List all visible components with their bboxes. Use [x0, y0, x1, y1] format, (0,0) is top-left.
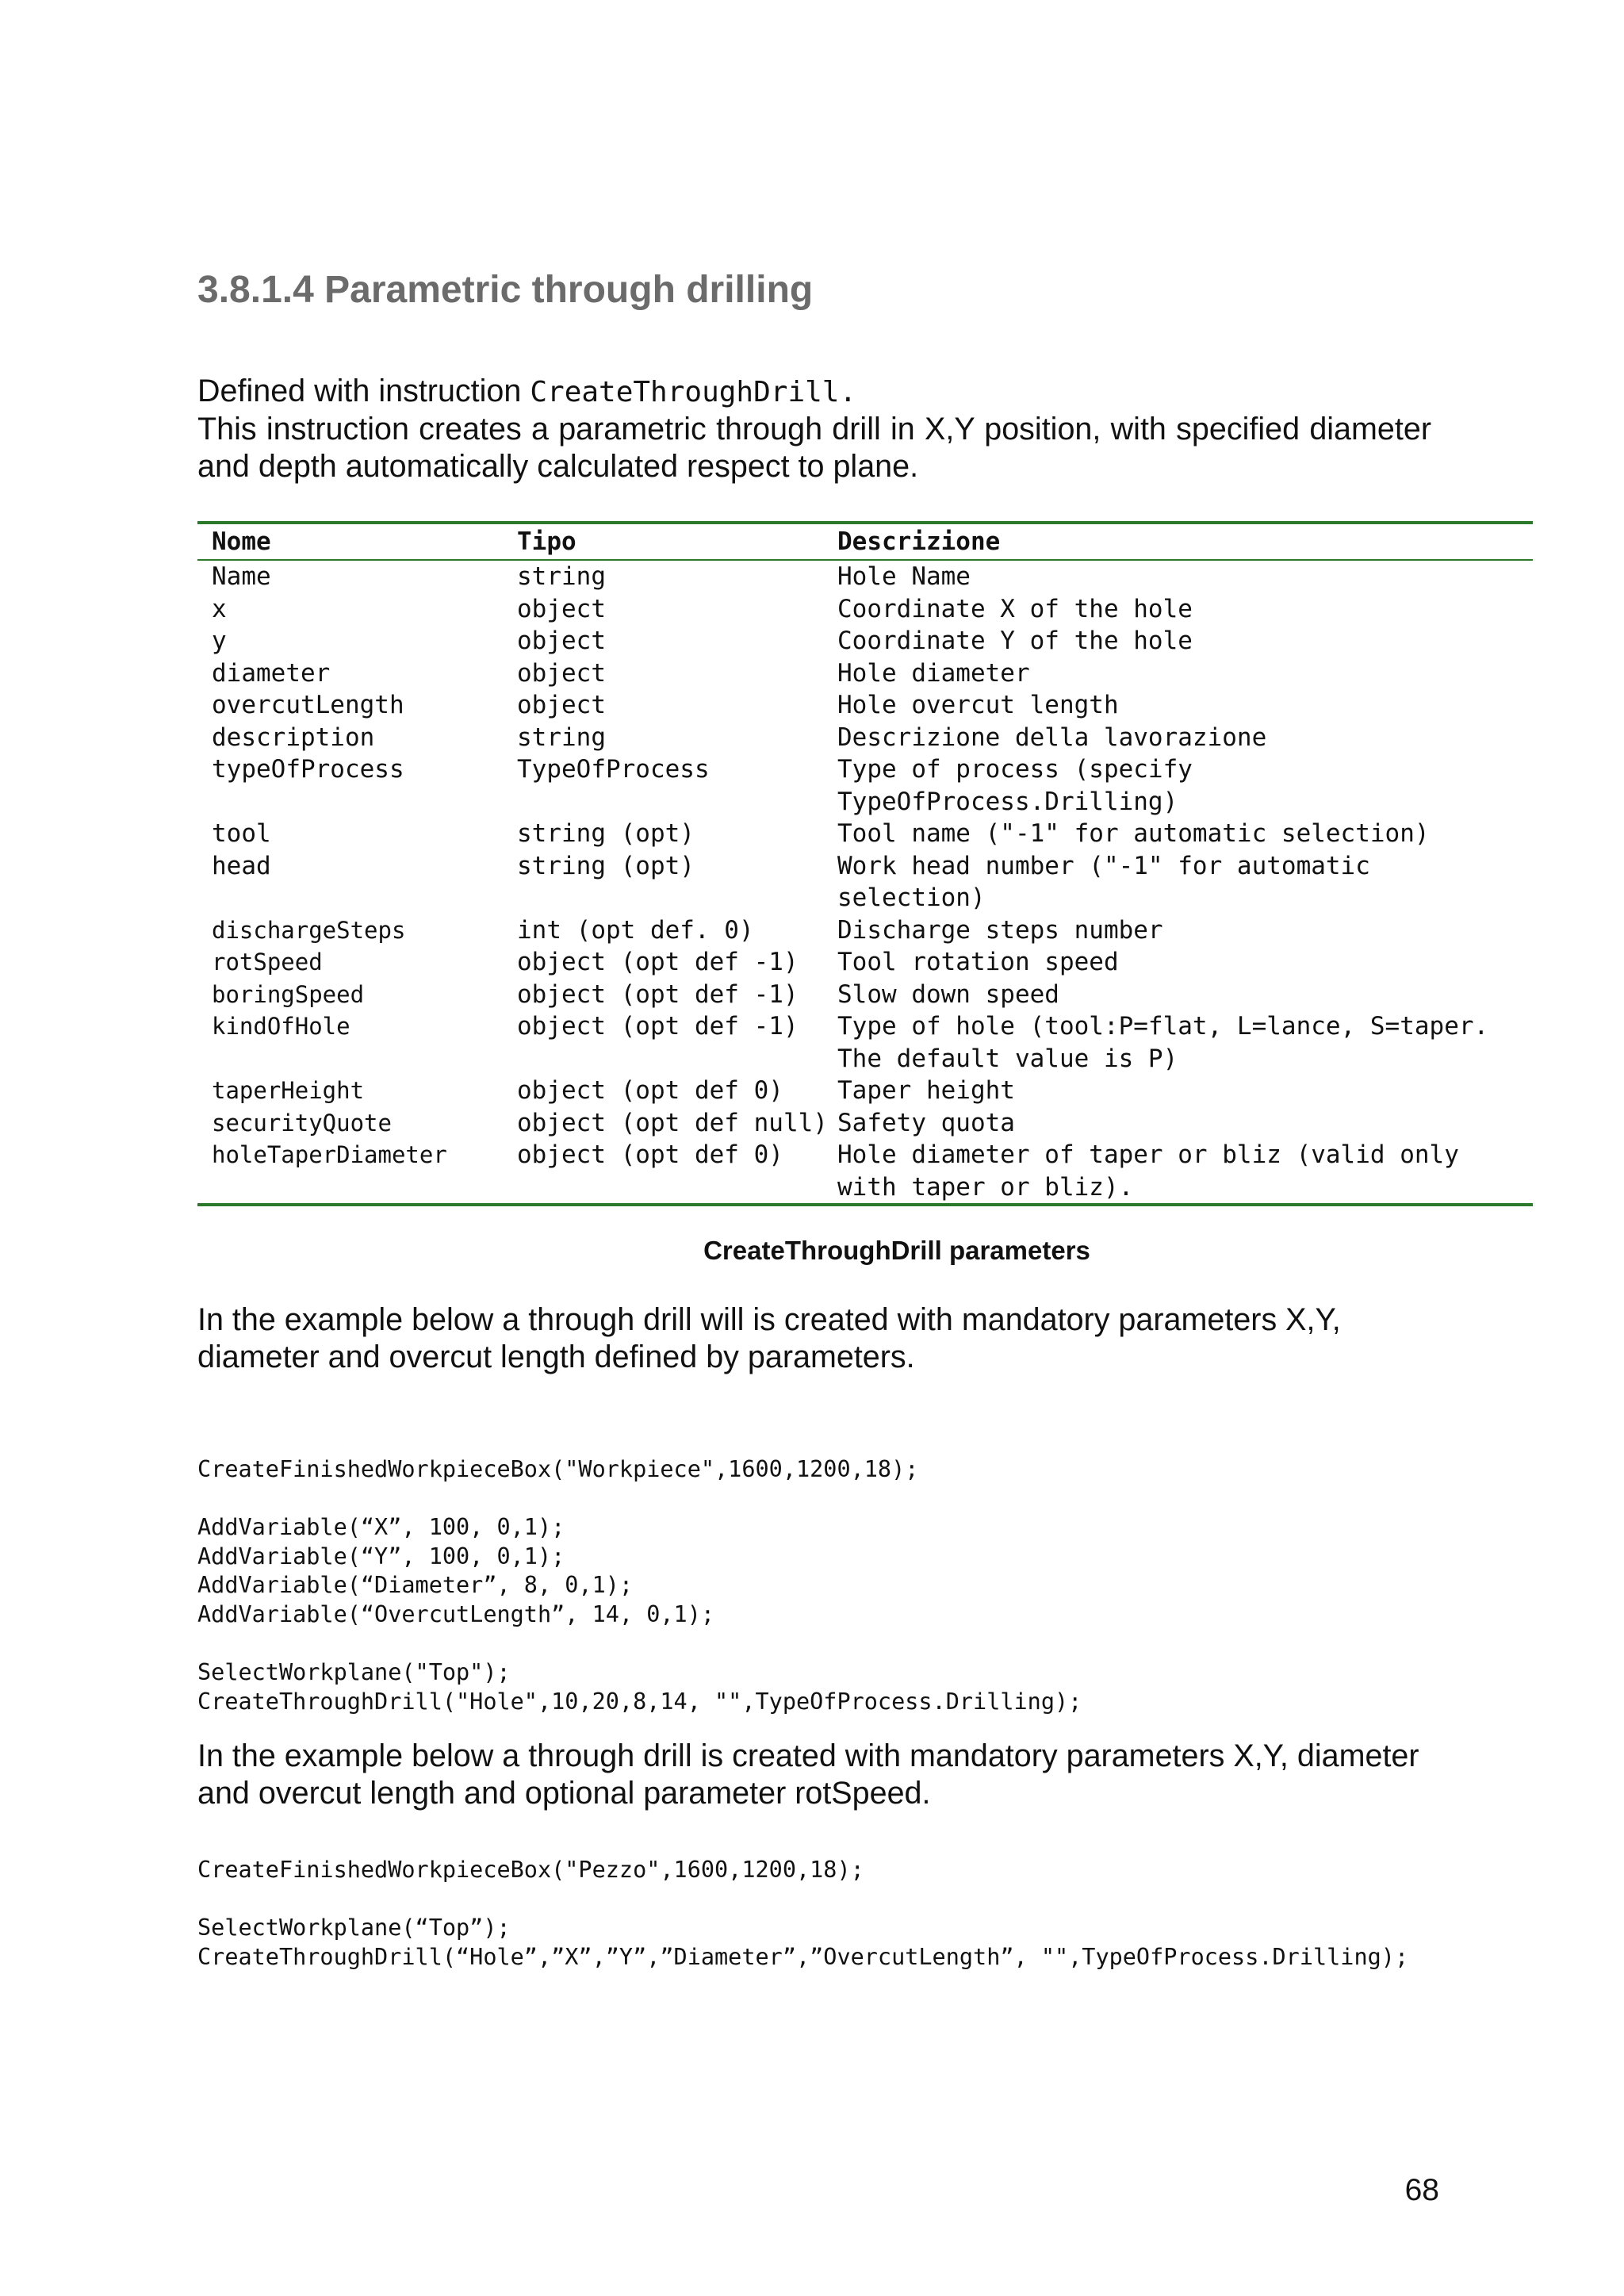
parameters-table [197, 521, 1533, 1206]
param-description-cell: Safety quota [837, 1108, 1015, 1137]
code-line: SelectWorkplane(“Top”); [197, 1915, 511, 1941]
code-line: CreateFinishedWorkpieceBox("Workpiece",1600,1200,18); [197, 1456, 919, 1482]
param-name-cell: y [212, 627, 227, 655]
param-type-cell: object (opt def 0) [517, 1076, 783, 1105]
table-row [197, 1107, 1533, 1140]
param-description-cell: Taper height [837, 1076, 1015, 1105]
param-name-cell: rotSpeed [212, 949, 323, 976]
table-row [197, 722, 1533, 754]
param-description-cell: Slow down speed [837, 979, 1059, 1009]
param-type-cell: object [517, 691, 606, 719]
param-name-cell: tool [212, 819, 271, 848]
table-caption: CreateThroughDrill parameters [703, 1236, 1090, 1265]
param-type-cell: object [517, 658, 606, 688]
instruction-name: CreateThroughDrill. [530, 376, 857, 408]
param-description-cell: Hole overcut length [837, 691, 1119, 719]
table-row [197, 850, 1533, 914]
table-row [197, 561, 1533, 593]
param-name-cell: x [212, 594, 227, 623]
code-line: CreateThroughDrill(“Hole”,”X”,”Y”,”Diameter”,”OvercutLength”, "",TypeOfProcess.Drilling); [197, 1943, 1409, 1970]
header-tipo: Tipo [517, 527, 576, 556]
table-row [197, 753, 1533, 818]
example1-text: In the example below a through drill will is created with mandatory parameters X,Y, diameter and overcut length defined by parameters. [197, 1302, 1341, 1374]
example2-code [197, 1856, 1408, 1972]
code-line: CreateThroughDrill("Hole",10,20,8,14, "",TypeOfProcess.Drilling); [197, 1688, 1082, 1715]
param-name-cell: overcutLength [212, 691, 404, 719]
param-description-cell: Discharge steps number [837, 915, 1163, 945]
table-row [197, 689, 1533, 722]
code-line [197, 1485, 1082, 1514]
param-description-cell: Hole diameter [837, 658, 1030, 688]
param-description-cell: Descrizione della lavorazione [837, 723, 1267, 752]
header-nome: Nome [212, 527, 271, 556]
example2-text: In the example below a through drill is created with mandatory parameters X,Y, diameter and overcut length and optional parameter rotSpeed. [197, 1738, 1419, 1811]
intro-prefix: Defined with instruction [197, 374, 530, 408]
param-description-cell: Coordinate Y of the hole [837, 627, 1193, 655]
code-line: AddVariable(“Diameter”, 8, 0,1); [197, 1572, 634, 1599]
table-row [197, 1139, 1533, 1203]
param-description-cell: Coordinate X of the hole [837, 594, 1193, 623]
param-name-cell: boringSpeed [212, 980, 365, 1008]
intro-paragraph [197, 373, 1431, 485]
param-name-cell: taperHeight [212, 1077, 365, 1104]
code-line: SelectWorkplane("Top"); [197, 1659, 511, 1686]
param-type-cell: string (opt) [517, 819, 695, 848]
param-name-cell: head [212, 851, 271, 880]
param-description-cell: Tool name ("-1" for automatic selection) [837, 819, 1430, 848]
header-descrizione: Descrizione [837, 527, 1001, 556]
table-row [197, 914, 1533, 947]
table-body [197, 561, 1533, 1203]
param-name-cell: kindOfHole [212, 1013, 350, 1040]
table-row [197, 657, 1533, 690]
param-type-cell: object (opt def null) [517, 1108, 828, 1137]
param-type-cell: int (opt def. 0) [517, 915, 754, 945]
param-type-cell: object (opt def -1) [517, 979, 799, 1009]
table-row [197, 593, 1533, 626]
param-description-cell: Type of process (specify TypeOfProcess.Drilling) [837, 755, 1193, 816]
code-line: AddVariable(“X”, 100, 0,1); [197, 1514, 565, 1541]
param-name-cell: securityQuote [212, 1109, 392, 1137]
code-line: CreateFinishedWorkpieceBox("Pezzo",1600,1200,18); [197, 1857, 864, 1883]
example1-code [197, 1455, 1082, 1716]
code-line: AddVariable(“Y”, 100, 0,1); [197, 1543, 565, 1570]
code-line: AddVariable(“OvercutLength”, 14, 0,1); [197, 1600, 715, 1627]
param-name-cell: description [212, 723, 375, 752]
table-row [197, 1075, 1533, 1107]
param-type-cell: string [517, 562, 606, 591]
code-line [197, 1885, 1408, 1915]
param-name-cell: diameter [212, 658, 331, 688]
param-type-cell: string (opt) [517, 851, 695, 880]
table-row [197, 1010, 1533, 1075]
param-name-cell: dischargeSteps [212, 916, 406, 944]
param-type-cell: string [517, 723, 606, 752]
param-description-cell: Tool rotation speed [837, 948, 1119, 976]
param-name-cell: typeOfProcess [212, 755, 404, 784]
param-description-cell: Type of hole (tool:P=flat, L=lance, S=taper. The default value is P) [837, 1012, 1489, 1073]
table-row [197, 946, 1533, 979]
param-description-cell: Hole diameter of taper or bliz (valid only with taper or bliz). [837, 1140, 1459, 1202]
intro-description: This instruction creates a parametric through drill in X,Y position, with specified diameter and depth automatically calculated respect to plane. [197, 412, 1431, 484]
table-row [197, 818, 1533, 850]
param-type-cell: object [517, 627, 606, 655]
param-name-cell: Name [212, 562, 271, 591]
param-description-cell: Work head number ("-1" for automatic selection) [837, 851, 1370, 912]
code-line [197, 1630, 1082, 1659]
table-bottom-rule [197, 1203, 1533, 1206]
param-name-cell: holeTaperDiameter [212, 1141, 447, 1168]
param-type-cell: object (opt def 0) [517, 1140, 783, 1169]
table-header-row [197, 524, 1533, 559]
param-description-cell: Hole Name [837, 562, 971, 591]
table-row [197, 625, 1533, 657]
section-heading: 3.8.1.4 Parametric through drilling [197, 269, 814, 311]
param-type-cell: object (opt def -1) [517, 948, 799, 976]
page-number: 68 [1404, 2173, 1439, 2207]
param-type-cell: TypeOfProcess [517, 755, 710, 784]
intro-line [197, 373, 1431, 411]
table-row [197, 979, 1533, 1011]
param-type-cell: object [517, 594, 606, 623]
param-type-cell: object (opt def -1) [517, 1012, 799, 1041]
